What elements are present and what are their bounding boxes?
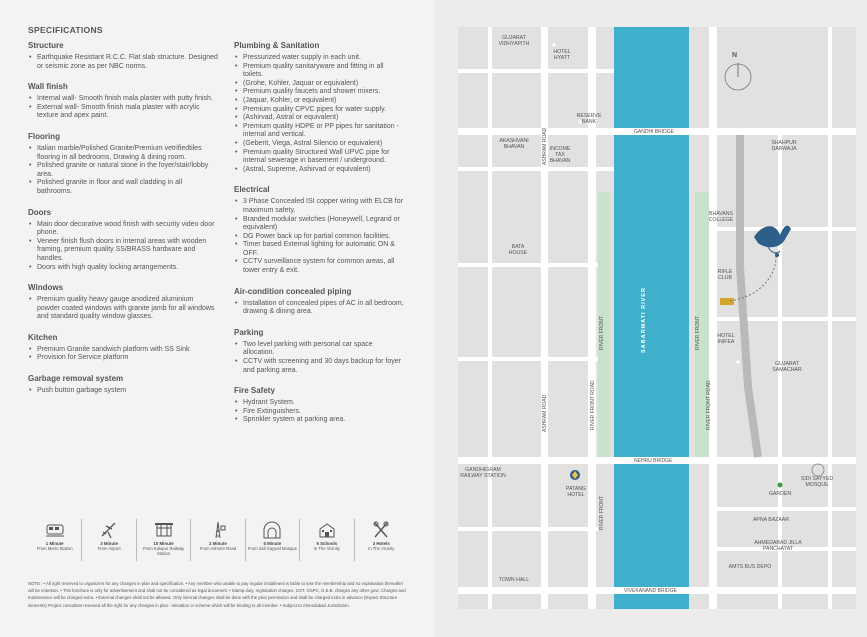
proximity-place: From Ashram Road	[199, 546, 237, 551]
proximity-time: 1 Minute	[45, 541, 64, 546]
spec-list	[28, 296, 218, 322]
spec-item: • External wall- Smooth finish mala plaster with acrylic texture and apex paint.	[28, 104, 218, 121]
proximity-place: From Kalupur Railway Station	[142, 546, 185, 556]
proximity-airport	[81, 519, 135, 561]
spec-item: • Push button garbage system	[28, 387, 218, 396]
spec-item: • (Ashirvad, Astral or equivalent)	[234, 114, 404, 123]
garden-marker	[778, 483, 783, 488]
spec-item: • Premium quality heavy gauge anodized aluminium powder coated windows with granite jamb for all windows and standard quality window glasses.	[28, 296, 218, 322]
spec-item: • Italian marble/Polished Granite/Premium vetrifiedtiles flooring in all bedrooms, Drawing & dining room.	[28, 145, 218, 162]
spec-item: • Pressurized water supply in each unit.	[234, 54, 404, 63]
place-reserve-bank: RESERVE BANK	[576, 113, 602, 125]
spec-list	[28, 54, 218, 71]
river-front-road-east	[709, 27, 717, 609]
sabarmati-river	[614, 27, 689, 609]
spec-item: • DG Power back up for partial common facilities.	[234, 233, 404, 242]
spec-item: • Earthquake Resistant R.C.C. Flat slab structure. Designed or seismic zone as per NBC norms.	[28, 54, 218, 71]
river-front-road-east-label: RIVER FRONT ROAD	[706, 380, 712, 430]
spec-section	[28, 283, 218, 322]
hotel-icon	[370, 520, 392, 540]
project-location-marker	[720, 298, 734, 305]
spec-item: • (Jaquar, Kohler, or equivalent)	[234, 97, 404, 106]
place-akashvani-bhavan: AKASHVANI BHAVAN	[499, 138, 529, 150]
specs-column-right	[234, 41, 404, 436]
spec-item: • Premium quality faucets and shower mixers.	[234, 88, 404, 97]
spec-section	[234, 41, 404, 174]
spec-section-title: Garbage removal system	[28, 374, 124, 384]
spec-section-title: Kitchen	[28, 332, 58, 342]
school-icon	[316, 520, 338, 540]
place-bata-house: BATA HOUSE	[508, 244, 528, 256]
spec-item: • Premium quality CPVC pipes for water supply.	[234, 106, 404, 115]
proximity-mosque	[245, 519, 299, 561]
place-hotel-inifea: HOTEL INIFEA	[717, 333, 735, 345]
spec-list	[28, 387, 218, 396]
place-amts-bus-depo: AMTS BUS DEPO	[728, 564, 772, 570]
spec-item: • Provision for Service platform	[28, 354, 218, 363]
spec-item: • Premium quality sanitaryware and fitting in all toilets.	[234, 63, 404, 80]
spec-item: • Premium quality HDPE or PP pipes for sanitation - internal and vertical.	[234, 123, 404, 140]
spec-section-title: Plumbing & Sanitation	[234, 41, 320, 50]
spec-section-title: Flooring	[28, 131, 60, 141]
road-icon	[207, 520, 229, 540]
spec-section	[28, 82, 218, 121]
place-gandhigram-station: GANDHIGRAM RAILWAY STATION	[460, 467, 506, 479]
place-gujarat-vidhyapith: GUJARAT VIDHYAPITH	[498, 35, 530, 47]
specs-column-left	[28, 41, 218, 407]
spec-item: • Installation of concealed pipes of AC in all bedroom, drawing & dining area.	[234, 300, 404, 317]
spec-list	[28, 95, 218, 121]
ashram-road-label: ASHRAM ROAD	[542, 394, 548, 432]
proximity-place: From Metro Station	[36, 546, 73, 551]
spec-section	[234, 185, 404, 275]
spec-item: • Fire Extinguishers.	[234, 408, 404, 417]
spec-section-title: Air-condition concealed piping	[234, 286, 352, 296]
place-gujarat-samachar: GUJARAT SAMACHAR	[772, 361, 802, 373]
spec-section	[234, 386, 404, 425]
spec-item: • Premium quality Structured Wall UPVC pipe for internal sewerage in basement / underground.	[234, 149, 404, 166]
spec-list	[28, 346, 218, 363]
spec-item: • 3 Phase Concealed ISI copper wiring with ELCB for maximum safety.	[234, 198, 404, 215]
spec-section-title: Fire Safety	[234, 386, 275, 396]
proximity-time: 5 Schools	[316, 541, 338, 546]
proximity-road	[190, 519, 244, 561]
ashram-road	[541, 27, 548, 609]
spec-section	[28, 208, 218, 273]
map-drawing	[458, 27, 856, 609]
spec-item: • (Grohe, Kohler, Jaquar or equivalent)	[234, 80, 404, 89]
airplane-icon	[98, 520, 120, 540]
spec-item: • Polished granite in floor and wall cladding in all bathrooms.	[28, 179, 218, 196]
spec-item: • CCTV surveillance system for common areas, all tower entry & exit.	[234, 258, 404, 275]
proximity-time: 10 Minute	[153, 541, 174, 546]
spec-list	[234, 198, 404, 275]
spec-section	[28, 41, 218, 71]
spec-item: • Two level parking with personal car space allocation.	[234, 341, 404, 358]
proximity-hotels	[354, 519, 408, 561]
spec-section	[234, 287, 404, 317]
river-label: SABARMATI RIVER	[641, 287, 647, 353]
proximity-place: From Airport	[97, 546, 121, 551]
place-jilla-panchayat: AHMEDABAD JILLA PANCHAYAT	[754, 540, 802, 552]
spec-item: • (Geberit, Viega, Astral Silencio or equivalent)	[234, 140, 404, 149]
proximity-icon-strip	[28, 519, 408, 561]
spec-list	[234, 399, 404, 425]
spec-item: • CCTV with screening and 30 days backup for foyer and parking area.	[234, 358, 404, 375]
spec-list	[234, 54, 404, 174]
spec-section	[234, 328, 404, 375]
proximity-schools	[299, 519, 353, 561]
spec-list	[234, 341, 404, 375]
river-front-east-label: RIVER FRONT	[695, 316, 701, 350]
place-bhavans-college: BHAVANS COLLEGE	[708, 211, 734, 223]
proximity-place: From Sidi Sayyed Mosque	[247, 546, 297, 551]
spec-section	[28, 374, 218, 396]
spec-section-title: Parking	[234, 327, 264, 337]
vivekanand-bridge-label: VIVEKANAND BRIDGE	[624, 588, 677, 594]
mosque-icon	[261, 520, 283, 540]
place-garden: GARDEN	[768, 491, 792, 497]
metro-icon	[44, 520, 66, 540]
spec-section-title: Wall finish	[28, 82, 68, 92]
railway-icon	[153, 520, 175, 540]
place-town-hall: TOWN HALL	[498, 577, 530, 583]
spec-item: • Sprinkler system at parking area.	[234, 416, 404, 425]
spec-item: • Internal wall- Smooth finish mala plaster with putty finish.	[28, 95, 218, 104]
spec-list	[28, 145, 218, 197]
proximity-place: In The Vicinity	[313, 546, 340, 551]
place-sidi-sayyed-mosque: SIDI SAYYED MOSQUE	[800, 476, 834, 488]
legal-note: NOTE : • All right reserved to organizers for any changes in plan and specification. • Any member who unable to pay regular installment is liable to lose the membership and no explanation thereafter will be entertain. • This brochure is only for advertisement and shall not be considered as legal document. • Stamp duty, registration charges, GST, GSPC, G.E.B. charges any other govt. Charges and maintenance will be charged extra. • External changes shall not be allowed. Only internal changes shall be done with the prior permission and shall be charged extra in advance (Expect Structure elements) Project consultant reserved all the right for any changes in plan - elevation or scheme which will be binding to all member. • Subject to Ahmedabad Jurisdiction.	[28, 581, 406, 608]
proximity-place: In The Vicinity	[368, 546, 395, 551]
proximity-time: 2 Minute	[209, 541, 227, 546]
spec-item: • (Astral, Supreme, Ashirvad or equivalent)	[234, 166, 404, 175]
gandhi-bridge-label: GANDHI BRIDGE	[634, 129, 675, 135]
spec-section-title: Electrical	[234, 185, 270, 195]
spec-item: • Premium Granite sandwich platform with SS Sink	[28, 346, 218, 355]
spec-section-title: Windows	[28, 283, 64, 293]
place-apna-bazaar: APNA BAZAAR	[752, 517, 790, 523]
spec-list	[234, 300, 404, 317]
spec-item: • Veneer finish flush doors in internal areas with wooden framing, premium quality SS/BRASS hardware and handles.	[28, 238, 218, 264]
place-shahpur-darwaja: SHAHPUR DARWAJA	[771, 140, 797, 152]
spec-item: • Main door decorative wood finish with security video door phone.	[28, 221, 218, 238]
proximity-railway	[136, 519, 190, 561]
proximity-time: 5 Minute	[263, 541, 282, 546]
spec-item: • Doors with high quality locking arrangements.	[28, 264, 218, 273]
place-patang-hotel: PATANG HOTEL	[565, 486, 587, 498]
north-label: N	[732, 52, 738, 59]
proximity-time: 3 Minute	[100, 541, 119, 546]
river-front-west-label: RIVER FRONT	[599, 316, 605, 350]
river-front-west-label-2: RIVER FRONT	[599, 496, 605, 530]
spec-item: • Timer based External lighting for automatic ON & OFF.	[234, 241, 404, 258]
spec-item: • Hydrant System.	[234, 399, 404, 408]
ashram-road-label-top: ASHRAM ROAD	[542, 127, 548, 165]
spec-section	[28, 132, 218, 197]
place-income-tax-bhavan: INCOME TAX BHAVAN	[549, 146, 571, 164]
spec-list	[28, 221, 218, 273]
place-rifle-club: RIFLE CLUB	[717, 269, 733, 281]
nehru-bridge-label: NEHRU BRIDGE	[634, 458, 673, 464]
spec-section-title: Structure	[28, 41, 64, 50]
spec-item: • Branded modular switches (Honeywell, Legrand or equivalent)	[234, 216, 404, 233]
spec-section	[28, 333, 218, 363]
location-map	[458, 27, 856, 609]
proximity-time: 3 Hotels	[372, 541, 390, 546]
river-front-road-west-label: RIVER FRONT ROAD	[590, 380, 596, 430]
spec-section-title: Doors	[28, 207, 52, 217]
spec-item: • Polished granite or natural stone in the foyer/stair/lobby area.	[28, 162, 218, 179]
place-hotel-hyatt: HOTEL HYATT	[553, 49, 571, 61]
specifications-title: SPECIFICATIONS	[28, 25, 103, 35]
proximity-metro	[28, 519, 81, 561]
